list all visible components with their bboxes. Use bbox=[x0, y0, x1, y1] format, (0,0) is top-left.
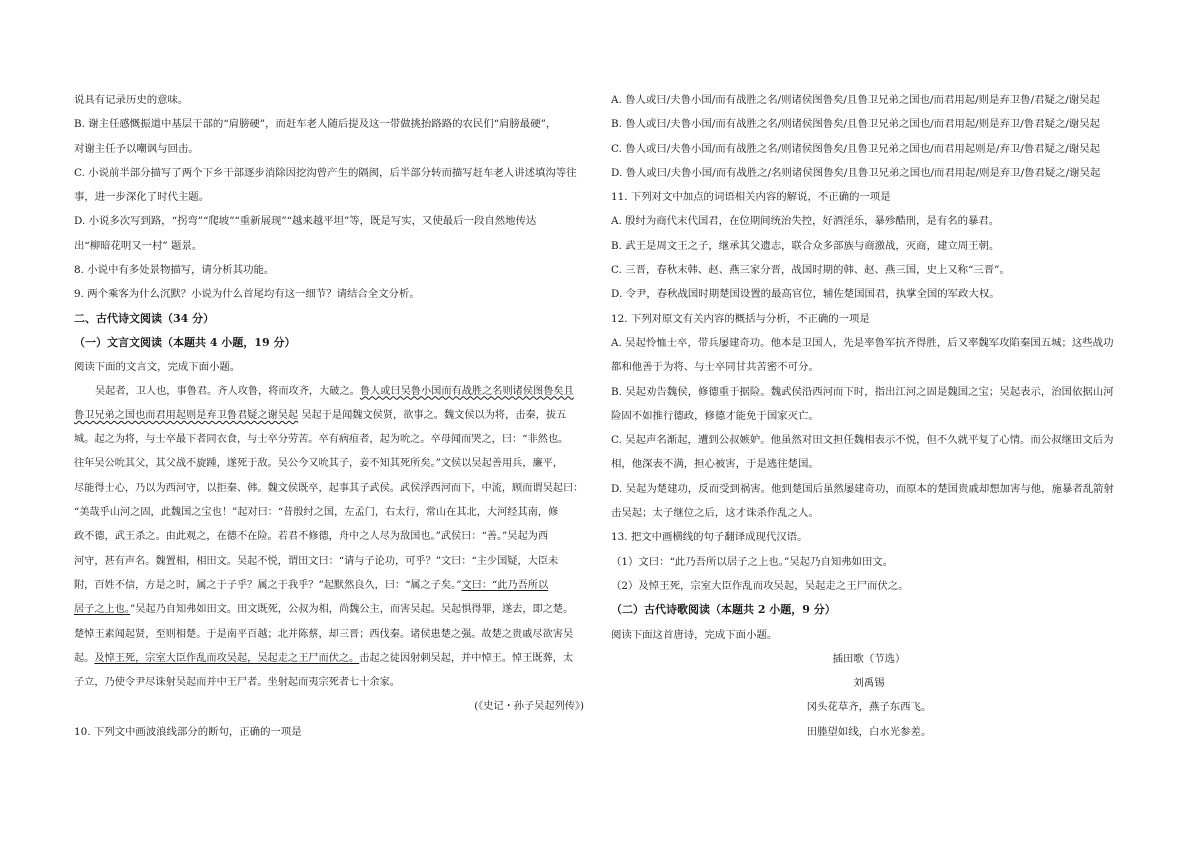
question-13: 13. 把文中画横线的句子翻译成现代汉语。 bbox=[611, 531, 808, 544]
passage-line: 附，百姓不信，方是之时，属之于子乎？属之于我乎？”起默然良久，曰：“属之子矣。”文曰：“此乃吾所以 bbox=[74, 579, 549, 591]
text-line: 都和他善于为将、与士卒同甘共苦密不可分。 bbox=[611, 361, 819, 374]
text-line: 击吴起；太子继位之后，这才诛杀作乱之人。 bbox=[611, 507, 819, 520]
left-column bbox=[74, 88, 590, 744]
instruction: 阅读下面的文言文，完成下面小题。 bbox=[74, 361, 241, 374]
passage-line: 鲁卫兄弟之国也而君用起则是弃卫鲁君疑之谢吴起 吴起于是闻魏文侯贤，欲事之。魏文侯以为将，击秦，拔五 bbox=[74, 409, 567, 421]
text-line: 说具有记录历史的意味。 bbox=[74, 94, 189, 106]
passage-line: 政不德，武王杀之。由此观之，在德不在险。若君不修德，舟中之人尽为敌国也。”武侯曰：“善。”吴起为西 bbox=[74, 531, 549, 543]
option-a: A. 殷纣为商代末代国君，在位期间统治失控，好酒淫乐，暴殄酷刑，是有名的暴君。 bbox=[611, 215, 1000, 228]
option-d: D. 令尹，春秋战国时期楚国设置的最高官位，辅佐楚国国君，执掌全国的军政大权。 bbox=[611, 288, 1000, 301]
option-b: B. 武王是周文王之子，继承其父遗志，联合众多部族与商激战，灭商，建立周王朝。 bbox=[611, 239, 1000, 252]
text-line: 出“柳暗花明又一村” 题景。 bbox=[74, 239, 203, 252]
option-d: D. 吴起为楚建功，反而受到祸害。他到楚国后虽然屡建奇功，而原本的楚国贵戚却想加害与他，施暴者乱箭射 bbox=[611, 482, 1114, 495]
option-b: B. 谢主任感慨振道中基层干部的“肩膀硬”，而赶车老人随后提及这一带做挑抬路路的农民们“肩膀最硬”， bbox=[74, 118, 557, 131]
text-line: 对谢主任予以嘲讽与回击。 bbox=[74, 142, 199, 155]
text-line: 险固不如推行德政，修德才能免于国家灭亡。 bbox=[611, 409, 819, 422]
wavy-underline-text: 鲁卫兄弟之国也而君用起则是弃卫鲁君疑之谢吴起 bbox=[74, 409, 299, 421]
passage-line: 居子之上也。”吴起乃自知弗如田文。田文既死，公叔为相，尚魏公主，而害吴起。吴起惧得罪，遂去，即之楚。 bbox=[74, 604, 574, 616]
passage-line: 尽能得士心，乃以为西河守，以拒秦、韩。魏文侯既卒，起事其子武侯。武侯浮西河而下，中流，顾而谓吴起曰： bbox=[74, 482, 584, 494]
option-a: A. 鲁人或曰/夫鲁小国/而有战胜之名/则诸侯图鲁矣/且鲁卫兄弟之国也/而君用起/则是弃卫鲁/君疑之/谢吴起 bbox=[611, 94, 1100, 106]
option-b: B. 吴起劝告魏侯，修德重于据险。魏武侯沿西河而下时，指出江河之固是魏国之宝；吴起表示，治国依据山河 bbox=[611, 385, 1114, 398]
sub-section-title: （一）文言文阅读（本题共 4 小题，19 分） bbox=[74, 335, 296, 349]
option-a: A. 吴起怜恤士卒，带兵屡建奇功。他本是卫国人，先是率鲁军抗齐得胜，后又率魏军攻陷秦国五城；这些战功 bbox=[611, 336, 1114, 349]
option-d: D. 小说多次写到路，“拐弯”“爬坡”“重新展现”“越来越平坦”等，既是写实，又使最后一段自然地传达 bbox=[74, 215, 537, 228]
underlined-sentence: 居子之上也。 bbox=[74, 604, 131, 616]
instruction: 阅读下面这首唐诗，完成下面小题。 bbox=[611, 628, 778, 641]
passage-line: 城。起之为将，与士卒最下者同衣食，与士卒分劳苦。卒有病疽者，起为吮之。卒母闻而哭之，曰：“非然也。 bbox=[74, 434, 569, 446]
text-line: 相，他深表不满，担心被害，于是逃往楚国。 bbox=[611, 458, 819, 471]
passage-line: 往年吴公吮其父，其父战不旋踵，遂死于敌。吴公今又吮其子，妾不知其死所矣。”文侯以吴起善用兵，廉平， bbox=[74, 458, 564, 470]
question-12: 12. 下列对原文有关内容的概括与分析，不正确的一项是 bbox=[611, 312, 870, 325]
option-c: C. 吴起声名渐起，遭到公叔嫉妒。他虽然对田文担任魏相表示不悦，但不久就平复了心情。而公叔继田文后为 bbox=[611, 434, 1114, 447]
poem-line: 冈头花草齐，燕子东西飞。 bbox=[806, 701, 932, 714]
passage-line: 起。及悼王死，宗室大臣作乱而攻吴起，吴起走之王尸而伏之。击起之徒因射刺吴起，并中悼王。悼王既葬，太 bbox=[74, 652, 574, 664]
wavy-underline-text: 鲁人或曰吴鲁小国而有战胜之名则诸侯图鲁矣且 bbox=[359, 385, 574, 397]
passage-line: 子立，乃使令尹尽诛射吴起而并中王尸者。坐射起而夷宗死者七十余家。 bbox=[74, 677, 400, 689]
underlined-sentence: 及悼王死，宗室大臣作乱而攻吴起，吴起走之王尸而伏之。 bbox=[94, 652, 360, 664]
underlined-sentence: 文曰：“此乃吾所以 bbox=[461, 579, 549, 591]
option-c: C. 鲁人或曰/夫鲁小国/而有战胜之名/则诸侯图鲁矣/且鲁卫兄弟之国也/而君用起则是/弃卫/鲁君疑之/谢吴起 bbox=[611, 142, 1100, 155]
option-d: D. 鲁人或曰/夫鲁小国/而有战胜之/名则诸侯图鲁矣/且鲁卫兄弟之国也/而君用起/则是弃卫/鲁君疑之/谢吴起 bbox=[611, 166, 1101, 179]
right-column bbox=[611, 88, 1127, 744]
translation-item-1: （1）文曰：“此乃吾所以居子之上也。”吴起乃自知弗如田文。 bbox=[611, 555, 894, 568]
question-8: 8. 小说中有多处景物描写，请分析其功能。 bbox=[74, 264, 275, 277]
poem-author: 刘禹锡 bbox=[853, 677, 885, 690]
option-c: C. 小说前半部分描写了两个下乡干部逐步消除因挖沟曾产生的隔阂，后半部分转而描写赶车老人讲述填沟等往 bbox=[74, 166, 577, 179]
passage-line: 河守，甚有声名。魏置相，相田文。吴起不悦，谓田文曰：“请与子论功，可乎？”文曰：“主少国疑，大臣未 bbox=[74, 555, 559, 567]
passage-line: 吴起者，卫人也，事鲁君。齐人攻鲁，将而攻齐，大破之。鲁人或曰吴鲁小国而有战胜之名则诸侯图鲁矣且 bbox=[95, 385, 574, 397]
source-citation: (《史记・孙子吴起列传》) bbox=[474, 701, 584, 713]
poem-line: 田塍望如线，白水光参差。 bbox=[806, 725, 932, 738]
option-b: B. 鲁人或曰/夫鲁小国/而有战胜之名/则诸侯图鲁矣/且鲁卫兄弟之国也/而君用起/则是弃卫/鲁君疑之/谢吴起 bbox=[611, 118, 1101, 131]
question-10: 10. 下列文中画波浪线部分的断句，正确的一项是 bbox=[74, 725, 302, 738]
passage-line: 楚悼王素闻起贤，至则相楚。于是南平百越；北并陈蔡，却三晋；西伐秦。诸侯患楚之强。故楚之贵戚尽欲害吴 bbox=[74, 628, 574, 640]
section-title: 二、古代诗文阅读（34 分） bbox=[74, 311, 215, 325]
option-c: C. 三晋，春秋末韩、赵、燕三家分晋，战国时期的韩、赵、燕三国，史上又称“三晋”。 bbox=[611, 264, 1010, 277]
sub-section-title: （二）古代诗歌阅读（本题共 2 小题，9 分） bbox=[611, 603, 836, 617]
classical-passage bbox=[74, 380, 590, 720]
poem-title: 插田歌（节选） bbox=[832, 652, 906, 665]
question-9: 9. 两个乘客为什么沉默？小说为什么首尾均有这一细节？请结合全文分析。 bbox=[74, 288, 420, 301]
text-line: 事，进一步深化了时代主题。 bbox=[74, 191, 210, 204]
question-11: 11. 下列对文中加点的词语相关内容的解说，不正确的一项是 bbox=[611, 191, 891, 204]
translation-item-2: （2）及悼王死，宗室大臣作乱而攻吴起，吴起走之王尸而伏之。 bbox=[611, 579, 909, 592]
passage-line: “美哉乎山河之固，此魏国之宝也！”起对曰：“昔殷纣之国，左孟门，右太行，常山在其北，大河经其南，修 bbox=[74, 507, 559, 519]
